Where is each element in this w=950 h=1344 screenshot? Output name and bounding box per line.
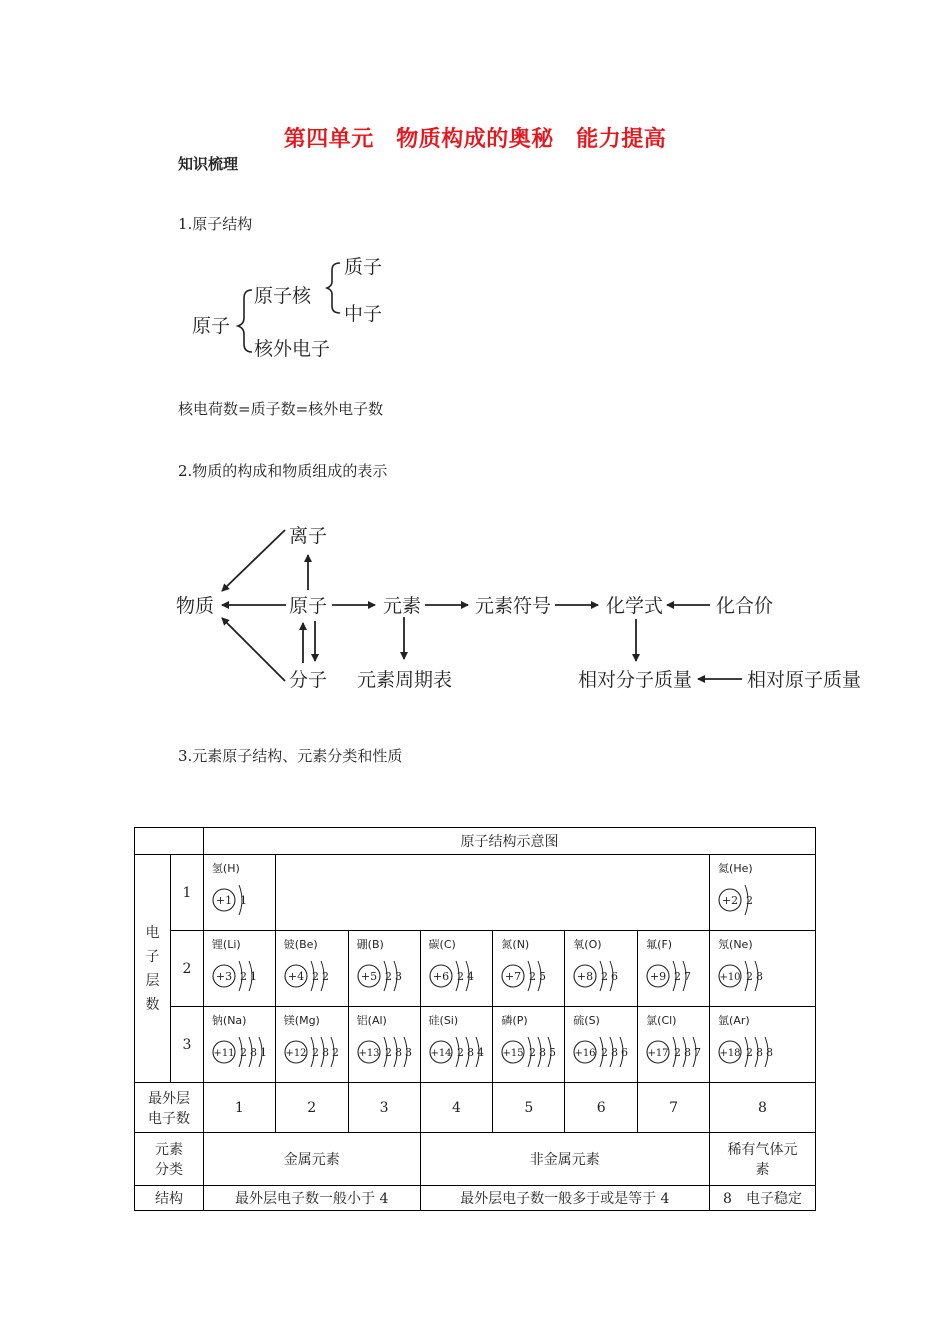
table-header: 原子结构示意图 bbox=[203, 828, 815, 855]
element-cell-He bbox=[710, 855, 816, 931]
outer-electron-count: 2 bbox=[275, 1083, 348, 1133]
element-name: 硼(B) bbox=[356, 937, 384, 951]
atom-structure-icon bbox=[280, 948, 346, 1002]
atom-structure-icon bbox=[642, 1024, 708, 1078]
period-number: 2 bbox=[170, 931, 203, 1007]
node-valence: 化合价 bbox=[716, 595, 774, 617]
element-name: 氮(N) bbox=[501, 937, 530, 951]
shell-electron-count: 3 bbox=[394, 969, 402, 983]
element-name: 硅(Si) bbox=[428, 1013, 459, 1027]
node-ion: 离子 bbox=[289, 525, 328, 547]
shell-electron-count: 8 bbox=[756, 1045, 764, 1059]
element-cell-Be bbox=[275, 931, 348, 1007]
atom-structure-icon bbox=[497, 948, 563, 1002]
outer-electrons-label: 最外层 电子数 bbox=[135, 1083, 204, 1133]
shell-electron-count: 2 bbox=[239, 969, 247, 983]
element-name: 铝(Al) bbox=[356, 1013, 387, 1027]
element-name: 氟(F) bbox=[646, 937, 673, 951]
shell-electron-count: 7 bbox=[694, 1045, 702, 1059]
element-name: 氩(Ar) bbox=[718, 1013, 750, 1027]
table-row-period-2 bbox=[135, 931, 816, 1007]
electron-layers-label: 电 子 层 数 bbox=[135, 855, 171, 1083]
shell-electron-count: 2 bbox=[456, 1045, 464, 1059]
shell-electron-count: 4 bbox=[476, 1045, 484, 1059]
nuclear-charge: +7 bbox=[505, 969, 522, 983]
element-name: 镁(Mg) bbox=[283, 1013, 320, 1027]
shell-electron-count: 8 bbox=[249, 1045, 257, 1059]
atom-structure-icon bbox=[497, 1024, 563, 1078]
shell-electron-count: 2 bbox=[311, 969, 319, 983]
node-periodic-table: 元素周期表 bbox=[357, 669, 453, 691]
outer-electron-count: 3 bbox=[348, 1083, 420, 1133]
atom-structure-icon bbox=[642, 948, 708, 1002]
nuclear-charge: +1 bbox=[215, 893, 233, 907]
shell-electron-count: 2 bbox=[746, 893, 754, 907]
shell-electron-count: 8 bbox=[611, 1045, 619, 1059]
section3-heading: 3.元素原子结构、元素分类和性质 bbox=[178, 747, 403, 765]
element-cell-F bbox=[638, 931, 710, 1007]
node-substance: 物质 bbox=[176, 595, 215, 617]
table-row-outer-electrons bbox=[135, 1083, 816, 1133]
class-noble-gas: 稀有气体元 素 bbox=[710, 1133, 816, 1186]
arrow-molecule-to-substance bbox=[222, 618, 285, 681]
element-cell-O bbox=[565, 931, 638, 1007]
shell-electron-count: 2 bbox=[529, 969, 537, 983]
element-name: 硫(S) bbox=[573, 1013, 600, 1027]
atom-structure-icon bbox=[353, 1024, 419, 1078]
nuclear-charge: +10 bbox=[719, 971, 741, 983]
element-name: 氖(Ne) bbox=[718, 937, 753, 951]
nuclear-charge: +6 bbox=[432, 969, 449, 983]
shell-electron-count: 2 bbox=[456, 969, 464, 983]
structure-noble-gas: 8 电子稳定 bbox=[710, 1186, 816, 1211]
outer-electron-count: 5 bbox=[493, 1083, 565, 1133]
nuclear-charge: +16 bbox=[574, 1047, 596, 1059]
atom-structure-icon bbox=[425, 948, 491, 1002]
period-number: 3 bbox=[170, 1007, 203, 1083]
period-number: 1 bbox=[170, 855, 203, 931]
node-chemical-formula: 化学式 bbox=[606, 595, 664, 617]
nuclear-charge: +11 bbox=[213, 1047, 235, 1059]
brace-atom bbox=[238, 290, 252, 352]
shell-electron-count: 1 bbox=[249, 969, 257, 983]
proton-label: 质子 bbox=[344, 256, 383, 278]
shell-electron-count: 8 bbox=[756, 969, 764, 983]
shell-electron-count: 2 bbox=[601, 969, 609, 983]
element-cell-Cl bbox=[638, 1007, 710, 1083]
nuclear-charge: +3 bbox=[215, 969, 233, 983]
relation-text: 核电荷数=质子数=核外电子数 bbox=[178, 400, 384, 418]
electron-label: 核外电子 bbox=[254, 338, 331, 360]
atom-structure-icon bbox=[280, 1024, 346, 1078]
element-cell-Ne bbox=[710, 931, 816, 1007]
element-cell-Mg bbox=[275, 1007, 348, 1083]
atom-structure-icon bbox=[569, 948, 635, 1002]
nuclear-charge: +9 bbox=[650, 969, 667, 983]
shell-electron-count: 8 bbox=[539, 1045, 547, 1059]
page-title: 第四单元 物质构成的奥秘 能力提高 bbox=[283, 127, 667, 152]
nuclear-charge: +4 bbox=[287, 969, 304, 983]
shell-electron-count: 2 bbox=[746, 969, 754, 983]
outer-electron-count: 1 bbox=[203, 1083, 275, 1133]
atom-structure-icon bbox=[208, 872, 274, 926]
element-name: 磷(P) bbox=[501, 1013, 528, 1027]
section1-heading: 1.原子结构 bbox=[178, 215, 253, 233]
shell-electron-count: 2 bbox=[529, 1045, 537, 1059]
element-name: 钠(Na) bbox=[211, 1013, 247, 1027]
class-metal: 金属元素 bbox=[203, 1133, 420, 1186]
atom-label: 原子 bbox=[192, 315, 231, 337]
outer-electron-count: 6 bbox=[565, 1083, 638, 1133]
shell-electron-count: 2 bbox=[674, 1045, 682, 1059]
element-cell-B bbox=[348, 931, 420, 1007]
shell-electron-count: 2 bbox=[239, 1045, 247, 1059]
nuclear-charge: +14 bbox=[429, 1047, 452, 1059]
nuclear-charge: +15 bbox=[502, 1047, 524, 1059]
neutron-label: 中子 bbox=[344, 303, 383, 325]
shell-electron-count: 7 bbox=[684, 969, 692, 983]
atom-structure-icon bbox=[569, 1024, 635, 1078]
outer-electron-count: 8 bbox=[710, 1083, 816, 1133]
element-name: 氢(H) bbox=[211, 861, 240, 875]
element-cell-C bbox=[420, 931, 493, 1007]
element-cell-Li bbox=[203, 931, 275, 1007]
element-cell-S bbox=[565, 1007, 638, 1083]
atom-structure-icon bbox=[714, 948, 780, 1002]
classification-label: 元素 分类 bbox=[135, 1133, 204, 1186]
shell-electron-count: 2 bbox=[746, 1045, 754, 1059]
element-cell-Ar bbox=[710, 1007, 816, 1083]
shell-electron-count: 8 bbox=[766, 1045, 774, 1059]
element-name: 碳(C) bbox=[428, 937, 456, 951]
arrow-ion-to-substance bbox=[222, 530, 285, 591]
nuclear-charge: +18 bbox=[719, 1047, 741, 1059]
atom-structure-icon bbox=[425, 1024, 491, 1078]
shell-electron-count: 6 bbox=[611, 969, 619, 983]
element-cell-H bbox=[203, 855, 275, 931]
atom-structure-icon bbox=[208, 1024, 274, 1078]
structure-metal: 最外层电子数一般小于 4 bbox=[203, 1186, 420, 1211]
node-molecule: 分子 bbox=[289, 669, 328, 691]
element-name: 氯(Cl) bbox=[646, 1013, 677, 1027]
shell-electron-count: 5 bbox=[549, 1045, 557, 1059]
nuclear-charge: +5 bbox=[360, 969, 377, 983]
shell-electron-count: 6 bbox=[621, 1045, 629, 1059]
element-cell-P bbox=[493, 1007, 565, 1083]
table-row-period-1 bbox=[135, 855, 816, 931]
shell-electron-count: 2 bbox=[601, 1045, 609, 1059]
table-row-structure bbox=[135, 1186, 816, 1211]
shell-electron-count: 4 bbox=[466, 969, 474, 983]
nuclear-charge: +2 bbox=[721, 893, 739, 907]
node-element: 元素 bbox=[383, 595, 422, 617]
shell-electron-count: 1 bbox=[259, 1045, 267, 1059]
structure-nonmetal: 最外层电子数一般多于或是等于 4 bbox=[420, 1186, 710, 1211]
shell-electron-count: 2 bbox=[321, 969, 329, 983]
shell-electron-count: 8 bbox=[466, 1045, 474, 1059]
element-cell-Na bbox=[203, 1007, 275, 1083]
section-subheading: 知识梳理 bbox=[178, 155, 239, 173]
nuclear-charge: +13 bbox=[358, 1047, 380, 1059]
shell-electron-count: 8 bbox=[321, 1045, 329, 1059]
element-name: 锂(Li) bbox=[211, 937, 241, 951]
shell-electron-count: 1 bbox=[239, 893, 247, 907]
shell-electron-count: 5 bbox=[539, 969, 547, 983]
shell-electron-count: 2 bbox=[674, 969, 682, 983]
table-row-classification bbox=[135, 1133, 816, 1186]
element-cell-Si bbox=[420, 1007, 493, 1083]
substance-composition-diagram bbox=[170, 515, 870, 695]
nucleus-label: 原子核 bbox=[254, 285, 312, 307]
shell-electron-count: 8 bbox=[394, 1045, 402, 1059]
atom-structure-icon bbox=[714, 1024, 780, 1078]
element-name: 铍(Be) bbox=[283, 937, 318, 951]
shell-electron-count: 8 bbox=[684, 1045, 692, 1059]
atom-structure-icon bbox=[714, 872, 780, 926]
nuclear-charge: +17 bbox=[647, 1047, 669, 1059]
element-name: 氧(O) bbox=[573, 937, 602, 951]
shell-electron-count: 3 bbox=[404, 1045, 412, 1059]
outer-electron-count: 7 bbox=[638, 1083, 710, 1133]
table-row-period-3 bbox=[135, 1007, 816, 1083]
structure-label: 结构 bbox=[135, 1186, 204, 1211]
table-header-row bbox=[135, 828, 816, 855]
node-element-symbol: 元素符号 bbox=[475, 595, 552, 617]
shell-electron-count: 2 bbox=[384, 1045, 392, 1059]
element-cell-Al bbox=[348, 1007, 420, 1083]
nuclear-charge: +8 bbox=[577, 969, 594, 983]
atom-structure-diagram bbox=[180, 248, 420, 366]
element-cell-N bbox=[493, 931, 565, 1007]
atomic-structure-table bbox=[134, 827, 816, 1211]
shell-electron-count: 2 bbox=[384, 969, 392, 983]
outer-electron-count: 4 bbox=[420, 1083, 493, 1133]
class-nonmetal: 非金属元素 bbox=[420, 1133, 710, 1186]
atom-structure-icon bbox=[353, 948, 419, 1002]
element-name: 氦(He) bbox=[718, 861, 753, 875]
brace-nucleus bbox=[327, 263, 340, 313]
shell-electron-count: 2 bbox=[311, 1045, 319, 1059]
node-relative-molecular-mass: 相对分子质量 bbox=[578, 669, 693, 691]
node-relative-atomic-mass: 相对原子质量 bbox=[747, 669, 862, 691]
shell-electron-count: 2 bbox=[331, 1045, 339, 1059]
node-atom: 原子 bbox=[289, 595, 328, 617]
nuclear-charge: +12 bbox=[285, 1047, 307, 1059]
atom-structure-icon bbox=[208, 948, 274, 1002]
section2-heading: 2.物质的构成和物质组成的表示 bbox=[178, 462, 388, 480]
